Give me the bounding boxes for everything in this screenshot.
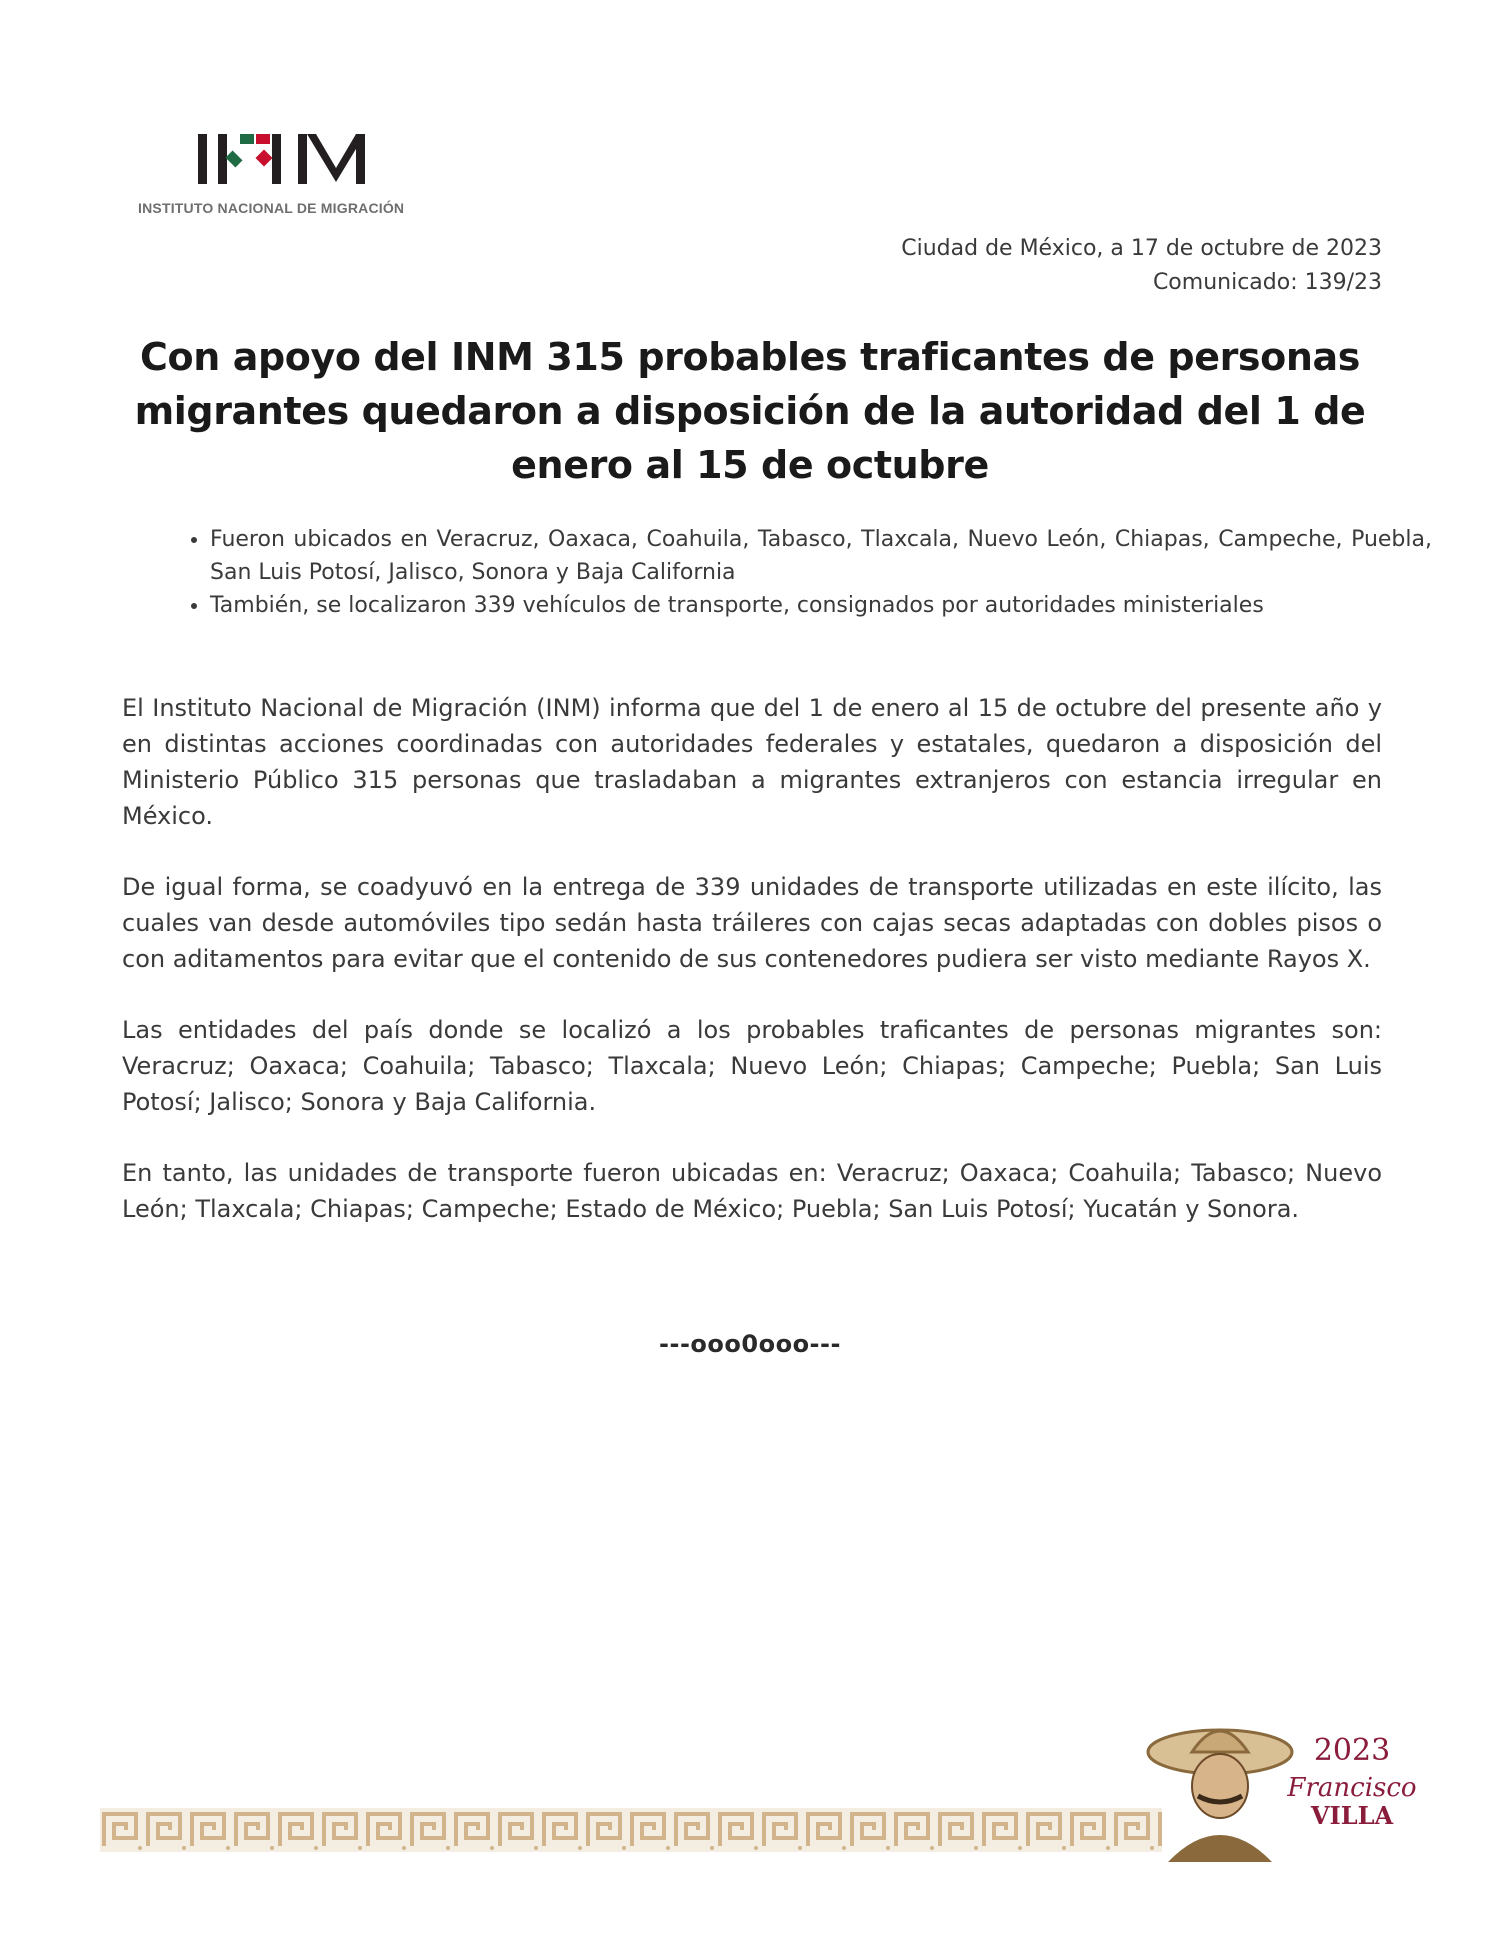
decorative-pattern-band: [100, 1808, 1162, 1852]
emblem-name-first: Francisco: [1287, 1773, 1417, 1803]
emblem-name-last: VILLA: [1310, 1801, 1394, 1830]
paragraph: En tanto, las unidades de transporte fueron ubicadas en: Veracruz; Oaxaca; Coahuila; Tabasco; Nuevo León; Tlaxcala; Chiapas; Campeche; Estado de México; Puebla; San Luis Potosí; Yucatán y Sonora.: [122, 1159, 1382, 1223]
bullet-item: • Fueron ubicados en Veracruz, Oaxaca, Coahuila, Tabasco, Tlaxcala, Nuevo León, Chiapas, Campeche, Puebla, San Luis Potosí, Jalisco, Sonora y Baja California: [210, 523, 1432, 589]
paragraph: De igual forma, se coadyuvó en la entrega de 339 unidades de transporte utilizadas en este ilícito, las cuales van desde automóviles tipo sedán hasta tráileres con cajas secas adaptadas con dobles pisos o con aditamentos para evitar que el contenido de sus contenedores pudiera ser visto mediante Rayos X.: [122, 873, 1382, 973]
summary-bullets: [160, 523, 1432, 622]
place-date: Ciudad de México, a 17 de octubre de 2023: [901, 236, 1382, 261]
paragraph: Las entidades del país donde se localizó a los probables traficantes de personas migrantes son: Veracruz; Oaxaca; Coahuila; Tabasco; Tlaxcala; Nuevo León; Chiapas; Campeche; Puebla; San Luis Potosí; Jalisco; Sonora y Baja California.: [122, 1016, 1382, 1116]
communique-number: Comunicado: 139/23: [1152, 270, 1382, 295]
bullet-item: • También, se localizaron 339 vehículos de transporte, consignados por autoridades ministeriales: [210, 589, 1432, 622]
paragraph: El Instituto Nacional de Migración (INM) informa que del 1 de enero al 15 de octubre del presente año y en distintas acciones coordinadas con autoridades federales y estatales, quedaron a disposición del Ministerio Público 315 personas que trasladaban a migrantes extranjeros con estancia irregular en México.: [122, 694, 1382, 830]
francisco-villa-emblem: [1140, 1712, 1430, 1872]
headline: Con apoyo del INM 315 probables traficantes de personas migrantes quedaron a disposición de la autoridad del 1 de enero al 15 de octubre: [134, 335, 1366, 487]
closing-mark: ---ooo0ooo---: [659, 1330, 841, 1358]
institution-name: INSTITUTO NACIONAL DE MIGRACIÓN: [138, 200, 405, 216]
dateline: [901, 232, 1382, 300]
inm-logo-mark: [198, 132, 398, 186]
emblem-year: 2023: [1313, 1733, 1391, 1768]
body-text: [122, 690, 1382, 1262]
inm-logo: [138, 128, 438, 228]
